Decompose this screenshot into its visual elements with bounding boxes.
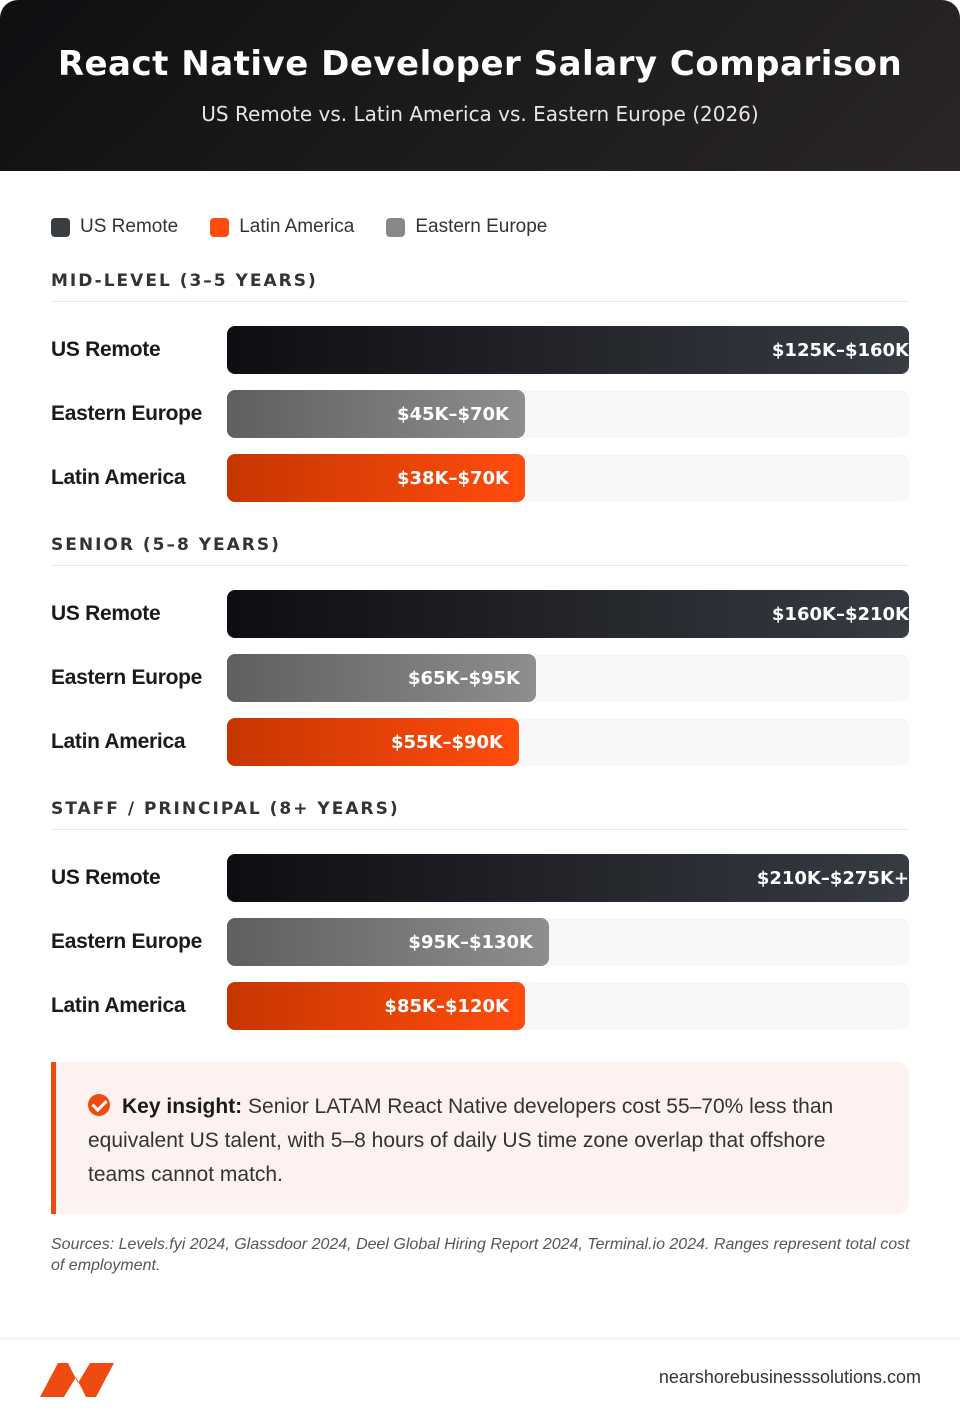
bar-row <box>51 590 909 638</box>
bar-row <box>51 854 909 902</box>
legend-swatch-ee <box>386 218 405 237</box>
bar-category-label: US Remote <box>51 602 161 625</box>
bar-category-label: Eastern Europe <box>51 402 203 425</box>
check-circle-icon <box>88 1094 110 1116</box>
bar-ee <box>227 918 549 966</box>
legend-swatch-us <box>51 218 70 237</box>
bar-data-label: $160K–$210K <box>771 603 909 625</box>
page-title: React Native Developer Salary Comparison <box>57 44 903 84</box>
bar-la <box>227 718 519 766</box>
bar-category-label: Latin America <box>51 994 186 1017</box>
bar-track <box>227 982 909 1030</box>
legend-item-ee <box>386 216 547 238</box>
legend-swatch-latam <box>210 218 229 237</box>
bar-category-label: US Remote <box>51 338 161 361</box>
bar-data-label: $95K–$130K <box>408 931 533 953</box>
section-title-0: MID-LEVEL (3–5 YEARS) <box>51 271 909 302</box>
bar-row <box>51 654 909 702</box>
bar-row <box>51 918 909 966</box>
legend-label-latam: Latin America <box>239 216 355 237</box>
bar-row <box>51 982 909 1030</box>
bar-us <box>227 326 909 374</box>
bar-data-label: $125K–$160K <box>771 339 909 361</box>
bar-data-label: $38K–$70K <box>396 467 509 489</box>
legend-label-ee: Eastern Europe <box>415 216 548 237</box>
bar-data-label: $65K–$95K <box>407 667 520 689</box>
bar-data-label: $85K–$120K <box>384 995 509 1017</box>
bar-category-label: Eastern Europe <box>51 930 203 953</box>
page-subtitle: US Remote vs. Latin America vs. Eastern Europe (2026) <box>201 102 759 126</box>
bar-row <box>51 454 909 502</box>
legend-item-latam <box>210 216 354 238</box>
bar-data-label: $55K–$90K <box>390 731 503 753</box>
bar-track <box>227 390 909 438</box>
bar-row <box>51 390 909 438</box>
bar-row <box>51 326 909 374</box>
bar-us <box>227 854 909 902</box>
bar-track <box>227 918 909 966</box>
footer <box>0 1338 960 1416</box>
bar-track <box>227 718 909 766</box>
legend-label-us: US Remote <box>80 216 179 237</box>
bar-category-label: Latin America <box>51 466 186 489</box>
bar-category-label: Latin America <box>51 730 186 753</box>
bar-track <box>227 590 909 638</box>
bar-la <box>227 982 525 1030</box>
header-banner <box>0 0 960 171</box>
bar-ee <box>227 390 525 438</box>
insight-label: Key insight: <box>122 1095 243 1118</box>
bar-track <box>227 654 909 702</box>
bar-track <box>227 326 909 374</box>
bar-la <box>227 454 525 502</box>
insight-text: Senior LATAM React Native developers cost 55–70% less than equivalent US talent, with 5–8 hours of daily US time zone overlap that offshore teams cannot match. <box>88 1095 834 1186</box>
bar-row <box>51 718 909 766</box>
website-link[interactable]: nearshorebusinesssolutions.com <box>658 1367 921 1387</box>
legend-item-us <box>51 216 178 238</box>
brand-logo-icon <box>38 1359 116 1399</box>
bar-ee <box>227 654 536 702</box>
bar-us <box>227 590 909 638</box>
bar-category-label: Eastern Europe <box>51 666 203 689</box>
sources-note: Sources: Levels.fyi 2024, Glassdoor 2024, Deel Global Hiring Report 2024, Terminal.io 2024. Ranges represent total cost of employment. <box>51 1236 910 1274</box>
bar-track <box>227 854 909 902</box>
bar-data-label: $45K–$70K <box>396 403 509 425</box>
legend <box>51 215 579 239</box>
bar-track <box>227 454 909 502</box>
section-title-1: SENIOR (5–8 YEARS) <box>51 535 909 566</box>
bar-category-label: US Remote <box>51 866 161 889</box>
bar-data-label: $210K–$275K+ <box>756 867 909 889</box>
section-title-2: STAFF / PRINCIPAL (8+ YEARS) <box>51 799 909 830</box>
key-insight-box <box>51 1062 909 1214</box>
